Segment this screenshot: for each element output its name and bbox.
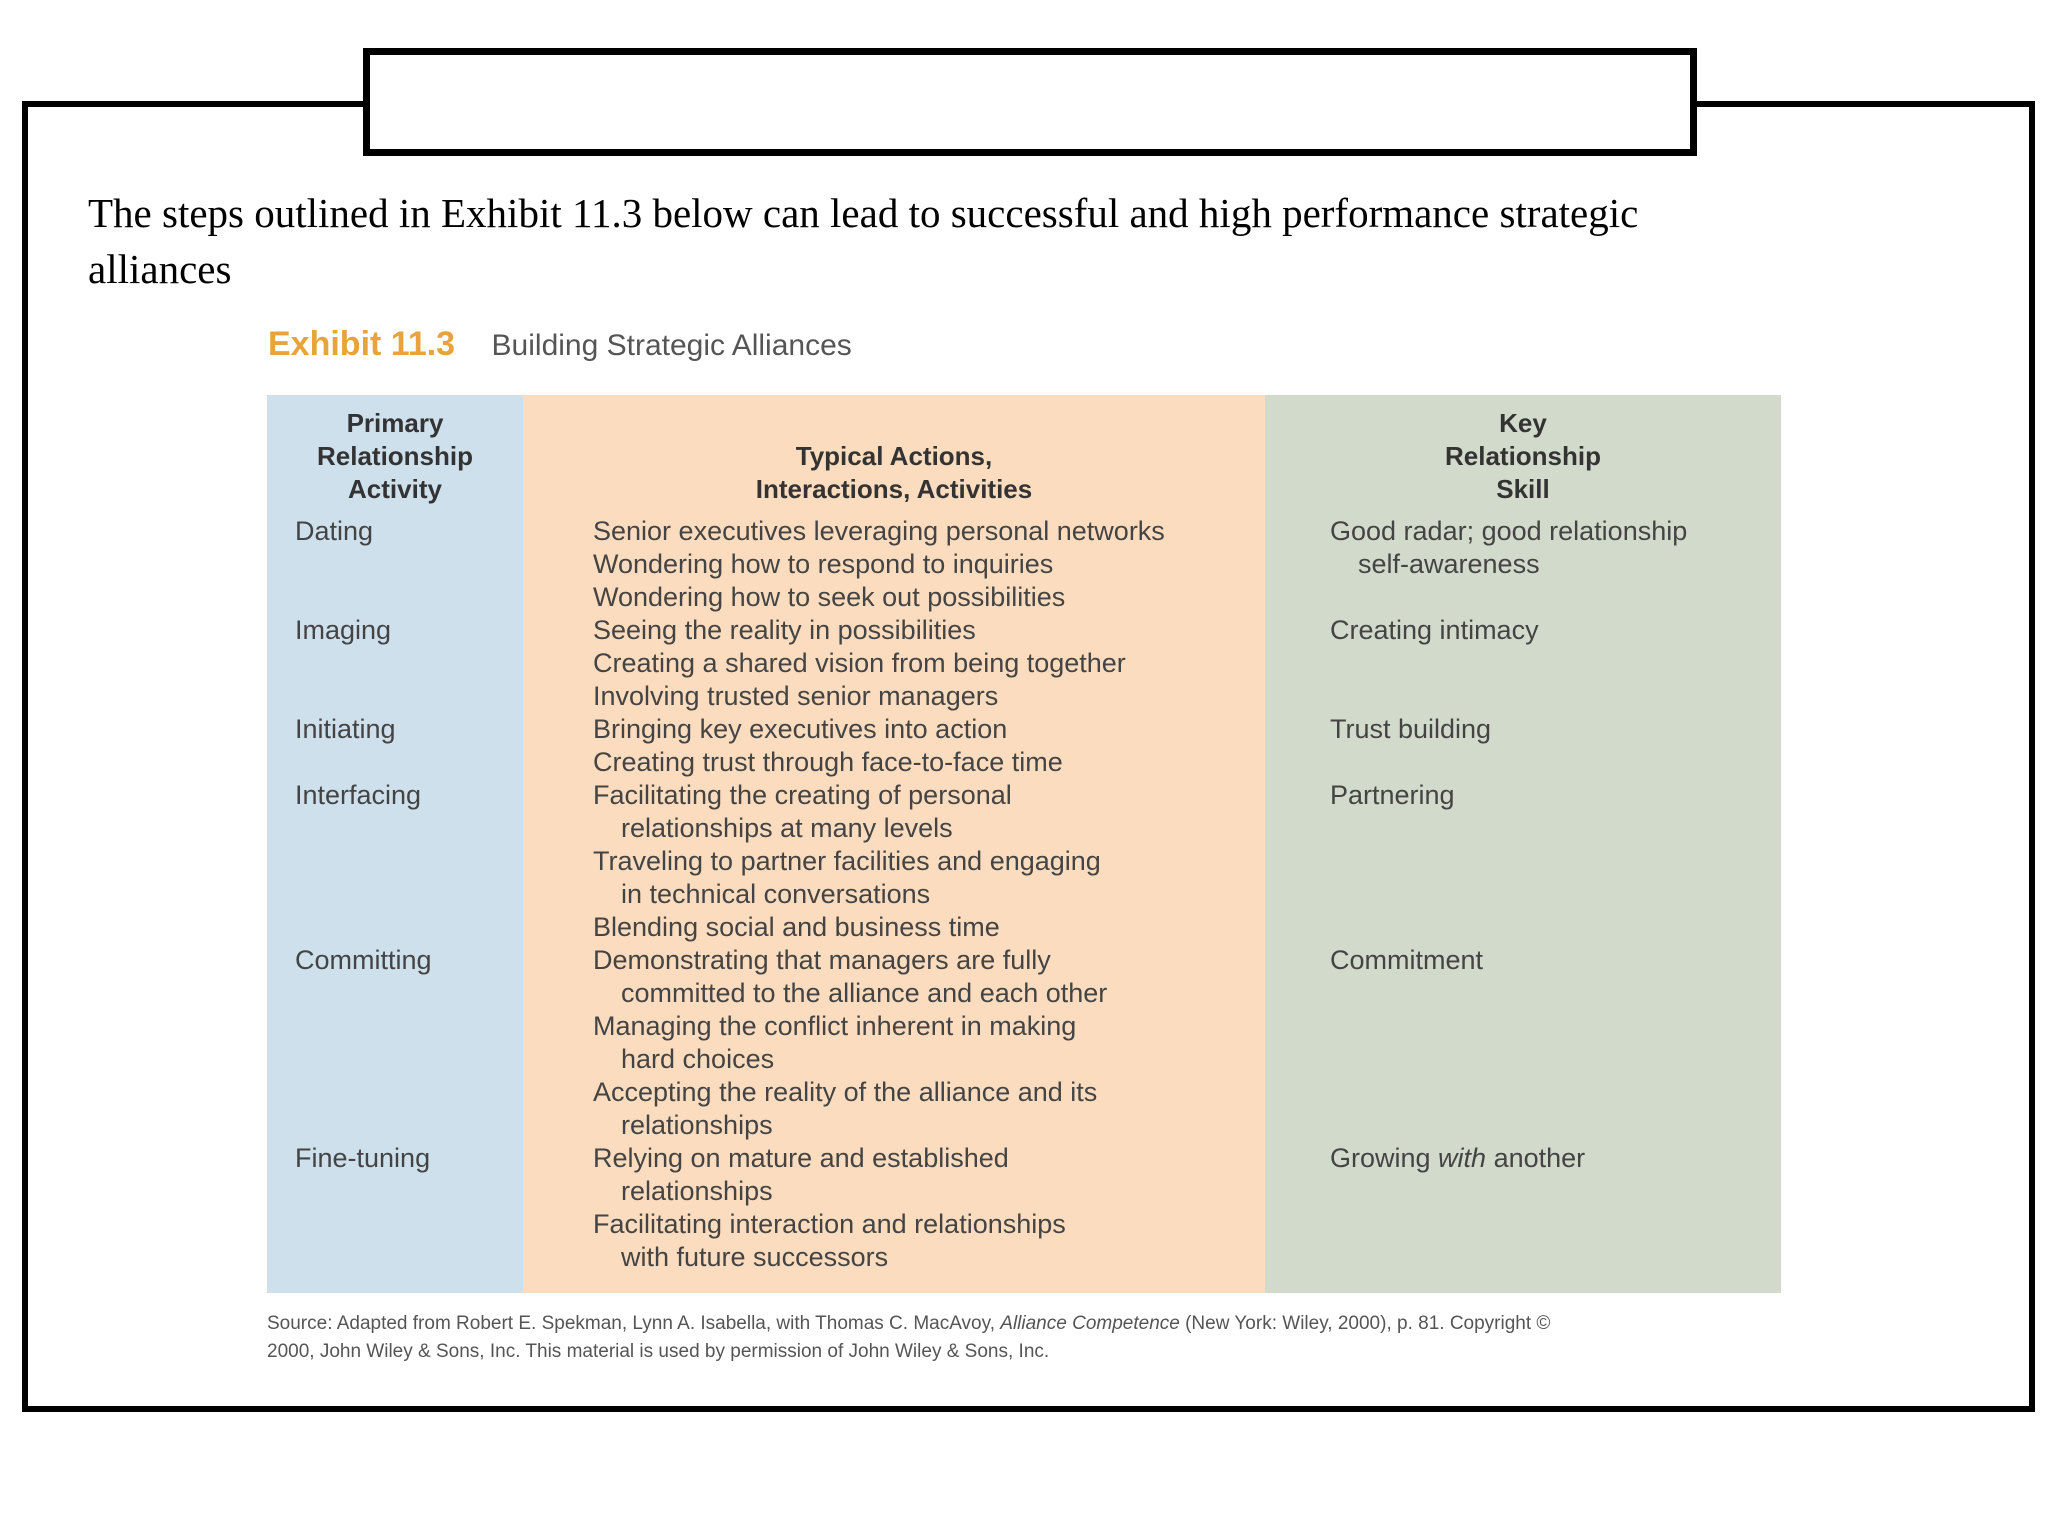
skill-initiating: Trust building — [1330, 714, 1492, 744]
skill-text: Growing — [1330, 1143, 1439, 1173]
source-book-title: Alliance Competence — [1000, 1313, 1180, 1334]
action-line: Senior executives leveraging personal networks — [593, 516, 1165, 546]
source-text-line-2: 2000, John Wiley & Sons, Inc. This material is used by permission of John Wiley & Sons, Inc. — [267, 1341, 1050, 1362]
header-activity-line: Relationship — [316, 441, 473, 471]
intro-line-2: alliances — [88, 246, 232, 292]
header-actions-line: Interactions, Activities — [755, 474, 1033, 504]
action-line: Bringing key executives into action — [593, 714, 1008, 744]
activity-committing: Committing — [295, 945, 432, 975]
skill-text: another — [1486, 1143, 1586, 1173]
action-line: relationships at many levels — [621, 813, 953, 843]
header-activity-line: Activity — [348, 474, 442, 504]
skill-line: self-awareness — [1358, 549, 1540, 579]
action-line: Blending social and business time — [593, 912, 1000, 942]
source-text: Source: Adapted from Robert E. Spekman, Lynn A. Isabella, with Thomas C. MacAvoy, — [267, 1313, 1001, 1334]
header-activity-line: Primary — [346, 408, 444, 438]
exhibit-table — [267, 395, 1781, 1293]
skill-imaging: Creating intimacy — [1330, 615, 1539, 645]
action-line: Demonstrating that managers are fully — [593, 945, 1051, 975]
action-line: Wondering how to seek out possibilities — [593, 582, 1066, 612]
action-line: relationships — [621, 1176, 773, 1206]
action-line: with future successors — [621, 1242, 889, 1272]
skill-line: Good radar; good relationship — [1330, 516, 1688, 546]
exhibit-label: Exhibit 11.3 — [268, 325, 456, 363]
activity-interfacing: Interfacing — [295, 780, 422, 810]
action-line: Creating a shared vision from being together — [593, 648, 1126, 678]
action-line: Relying on mature and established — [593, 1143, 1009, 1173]
activity-imaging: Imaging — [295, 615, 392, 645]
skill-committing: Commitment — [1330, 945, 1484, 975]
action-line: Wondering how to respond to inquiries — [593, 549, 1054, 579]
action-line: Creating trust through face-to-face time — [593, 747, 1063, 777]
action-line: Facilitating interaction and relationships — [593, 1209, 1066, 1239]
header-actions — [523, 440, 1265, 506]
activity-initiating: Initiating — [295, 714, 396, 744]
source-citation — [267, 1310, 1787, 1366]
action-line: Managing the conflict inherent in making — [593, 1011, 1077, 1041]
activity-dating: Dating — [295, 516, 374, 546]
header-activity — [267, 407, 523, 506]
intro-text — [88, 185, 1888, 297]
skill-fine-tuning — [1330, 1142, 1585, 1175]
action-line: committed to the alliance and each other — [621, 978, 1108, 1008]
skill-dating — [1330, 515, 1687, 581]
header-actions-line: Typical Actions, — [795, 441, 993, 471]
action-line: Involving trusted senior managers — [593, 681, 999, 711]
header-skill-line: Key — [1499, 408, 1547, 438]
action-line: in technical conversations — [621, 879, 931, 909]
intro-line-1: The steps outlined in Exhibit 11.3 below can lead to successful and high performance strategic — [88, 190, 1639, 236]
action-line: hard choices — [621, 1044, 775, 1074]
exhibit-heading — [268, 325, 852, 369]
action-line: Traveling to partner facilities and engaging — [593, 846, 1101, 876]
header-skill-line: Skill — [1496, 474, 1550, 504]
action-line: relationships — [621, 1110, 773, 1140]
source-text: (New York: Wiley, 2000), p. 81. Copyright © — [1179, 1313, 1551, 1334]
action-line: Accepting the reality of the alliance and its — [593, 1077, 1098, 1107]
header-skill-line: Relationship — [1444, 441, 1601, 471]
slide-title-box — [363, 48, 1697, 156]
skill-interfacing: Partnering — [1330, 780, 1455, 810]
skill-text-emphasis: with — [1438, 1143, 1487, 1173]
action-line: Facilitating the creating of personal — [593, 780, 1012, 810]
actions-list — [593, 515, 1165, 1274]
activity-fine-tuning: Fine-tuning — [295, 1143, 431, 1173]
header-skill — [1265, 407, 1781, 506]
exhibit-title: Building Strategic Alliances — [491, 329, 852, 362]
action-line: Seeing the reality in possibilities — [593, 615, 976, 645]
